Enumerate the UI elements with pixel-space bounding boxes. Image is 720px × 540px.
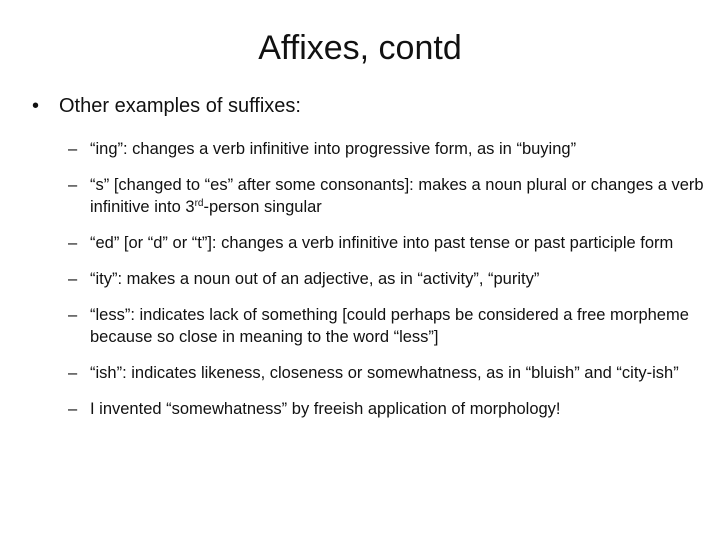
bullet-text: Other examples of suffixes: xyxy=(59,95,301,117)
superscript: rd xyxy=(194,198,204,209)
sub-bullet-ish xyxy=(68,362,708,384)
sub-bullet-text: “s” [changed to “es” after some consonants]: makes a noun plural or changes a verb infinitive into 3rd-person singular xyxy=(90,176,704,216)
sub-bullet-less xyxy=(68,304,708,348)
sub-bullet-ed xyxy=(68,232,708,254)
sub-bullet-text: I invented “somewhatness” by freeish application of morphology! xyxy=(90,400,561,418)
sub-bullet-text: “ed” [or “d” or “t”]: changes a verb infinitive into past tense or past participle form xyxy=(90,234,674,252)
sub-bullet-text: “less”: indicates lack of something [could perhaps be considered a free morpheme because so close in meaning to the word “less”] xyxy=(90,306,689,346)
dash-glyph: – xyxy=(68,364,78,382)
sub-bullet-text: “ish”: indicates likeness, closeness or somewhatness, as in “bluish” and “city-ish” xyxy=(90,364,679,382)
dash-glyph: – xyxy=(68,400,78,418)
bullet-glyph: • xyxy=(32,95,40,117)
dash-glyph: – xyxy=(68,234,78,252)
sub-bullet-text: “ing”: changes a verb infinitive into progressive form, as in “buying” xyxy=(90,140,577,158)
sub-bullet-somewhatness xyxy=(68,398,708,420)
dash-glyph: – xyxy=(68,306,78,324)
slide-title: Affixes, contd xyxy=(258,29,462,67)
bullet-item xyxy=(32,93,301,119)
sub-bullet-text: “ity”: makes a noun out of an adjective, as in “activity”, “purity” xyxy=(90,270,540,288)
dash-glyph: – xyxy=(68,140,78,158)
dash-glyph: – xyxy=(68,176,78,194)
sub-bullet-ing xyxy=(68,138,708,160)
sub-bullet-ity xyxy=(68,268,708,290)
sub-bullet-list xyxy=(68,138,708,420)
sub-bullet-s xyxy=(68,174,708,218)
dash-glyph: – xyxy=(68,270,78,288)
